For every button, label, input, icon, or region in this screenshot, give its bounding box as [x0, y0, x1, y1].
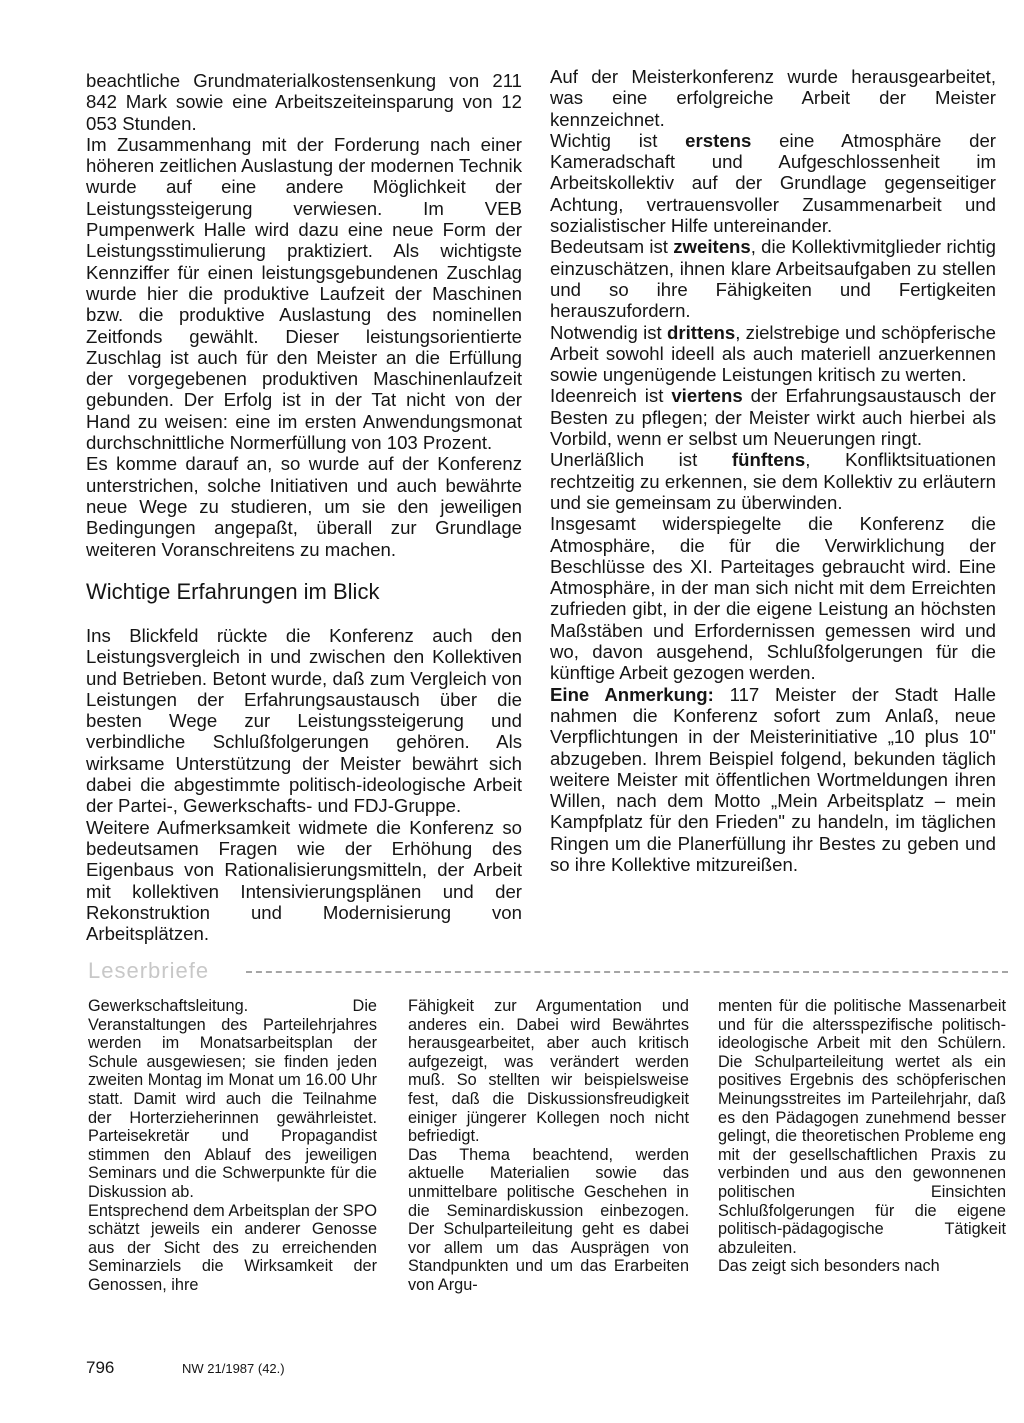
paragraph: Wichtig ist erstens eine Atmosphäre der Kameradschaft und Aufgeschlossenheit im Arbeitskollektiv auf der Grundlage gegenseitiger Achtung, vertrauensvoller Zusammenarbeit und sozialistischer Hilfe untereinander. [550, 129, 996, 237]
letters-column-3 [718, 997, 1006, 1276]
paragraph: Ideenreich ist viertens der Erfahrungsaustausch der Besten zu pflegen; der Meister wirkt auch hierbei als Vorbild, wenn er selbst um Neuerungen ringt. [550, 385, 996, 450]
paragraph: Insgesamt widerspiegelte die Konferenz die Atmosphäre, die für die Verwirklichung der Beschlüsse des XI. Parteitages gebraucht wird. Eine Atmosphäre, in der man sich nicht mit dem Erreichten zufrieden gibt, in der die eigene Leistung an höchsten Maßstäben und Erfordernissen gemessen wird und wo, davon ausgehend, Schlußfolgerungen für die künftige Arbeit gezogen werden. [550, 513, 996, 684]
section-divider [246, 971, 1008, 973]
page-number: 796 [86, 1358, 115, 1377]
paragraph: Im Zusammenhang mit der Forderung nach einer höheren zeitlichen Auslastung der modernen Technik wurde auf eine andere Möglichkeit der Leistungssteigerung verwiesen. Im VEB Pumpenwerk Halle wird dazu eine neue Form der Leistungsstimulierung praktiziert. Als wichtigste Kennziffer für einen leistungsgebundenen Zuschlag wurde hier die produktive Laufzeit der Maschinen bzw. die produktive Auslastung des nominellen Zeitfonds gewählt. Dieser leistungsorientierte Zuschlag ist auch für den Meister an die Erfüllung der vorgegebenen produktiven Maschinenlaufzeit gebunden. Der Erfolg ist in der Tat nicht von der Hand zu weisen: eine im ersten Anwendungsmonat durchschnittliche Normerfüllung von 103 Prozent. [86, 133, 522, 454]
paragraph: menten für die politische Massenarbeit und für die altersspezifische politisch-ideologische Arbeit mit den Schülern. Die Schulparteileitung wertet als ein positives Ergebnis des schöpferischen Meinungsstreites im Parteilehrjahr, daß es den Pädagogen zunehmend besser gelingt, die theoretischen Probleme eng mit der gesellschaftlichen Praxis zu verbinden und aus den gewonnenen politischen Einsichten Schlußfolgerungen für die eigene politisch-pädagogische Tätigkeit abzuleiten. [718, 997, 1006, 1257]
paragraph: Unerläßlich ist fünftens, Konfliktsituationen rechtzeitig zu erkennen, sie dem Kollektiv zu erläutern und sie gemeinsam zu überwinden. [550, 449, 996, 513]
paragraph: Das Thema beachtend, werden aktuelle Materialien sowie das unmittelbare politische Geschehen in die Seminardiskussion einbezogen. Der Schulparteileitung geht es dabei vor allem um das Ausprägen von Standpunkten und um das Erarbeiten von Argu- [408, 1145, 689, 1294]
paragraph: Ins Blickfeld rückte die Konferenz auch den Leistungsvergleich in und zwischen den Kollektiven und Betrieben. Betont wurde, daß zum Vergleich von Leistungen der Erfahrungsaustausch über die besten Wege zur Leistungssteigerung und verbindliche Schlußfolgerungen gehören. Als wirksame Unterstützung der Meister bewährt sich dabei die abgestimmte politisch-ideologische Arbeit der Partei-, Gewerkschafts- und FDJ-Gruppe. [86, 625, 522, 817]
section-label: Leserbriefe [88, 958, 210, 983]
paragraph: Es komme darauf an, so wurde auf der Konferenz unterstrichen, solche Initiativen und auch bewährte neue Wege zu studieren, um sie den jeweiligen Bedingungen angepaßt, überall zur Grundlage weiteren Voranschreitens zu machen. [86, 453, 522, 560]
right-column [550, 66, 996, 875]
paragraph: Bedeutsam ist zweitens, die Kollektivmitglieder richtig einzuschätzen, ihnen klare Arbeitsaufgaben zu stellen und so ihre Fähigkeiten und Fertigkeiten herauszufordern. [550, 236, 997, 322]
paragraph: Eine Anmerkung: 117 Meister der Stadt Halle nahmen die Konferenz sofort zum Anlaß, neue Verpflichtungen in der Meisterinitiative „10 plus 10" abzugeben. Ihrem Beispiel folgend, bekunden täglich weitere Meister mit öffentlichen Wortmeldungen ihren Willen, nach dem Motto „Mein Arbeitsplatz – mein Kampfplatz für den Frieden" zu handeln, im täglichen Ringen um die Planerfüllung ihr Bestes zu geben und so ihre Kollektive mitzureißen. [550, 683, 996, 875]
paragraph: Fähigkeit zur Argumentation und anderes ein. Dabei wird Bewährtes herausgearbeitet, aber auch kritisch aufgezeigt, was verändert werden muß. So stellten wir beispielsweise fest, daß die Diskussionsfreudigkeit einiger jüngerer Kollegen noch nicht befriedigt. [408, 997, 689, 1146]
section-heading: Wichtige Erfahrungen im Blick [86, 579, 380, 604]
letters-column-1 [88, 997, 377, 1295]
paragraph: Weitere Aufmerksamkeit widmete die Konferenz so bedeutsamen Fragen wie der Erhöhung des Eigenbaus von Rationalisierungsmitteln, der Arbeit mit kollektiven Intensivierungsplänen und der Rekonstruktion und Modernisierung von Arbeitsplätzen. [86, 816, 522, 945]
journal-reference: NW 21/1987 (42.) [182, 1361, 285, 1376]
paragraph: beachtliche Grundmaterialkostensenkung von 211 842 Mark sowie eine Arbeitszeiteinsparung von 12 053 Stunden. [86, 70, 522, 134]
paragraph: Gewerkschaftsleitung. Die Veranstaltungen des Parteilehrjahres werden im Monatsarbeitsplan der Schule ausgewiesen; sie finden jeden zweiten Montag im Monat um 16.00 Uhr statt. Damit wird auch die Teilnahme der Horterzieherinnen gewährleistet. Parteisekretär und Propagandist stimmen den Ablauf des jeweiligen Seminars und die Schwerpunkte für die Diskussion ab. [88, 997, 377, 1201]
letters-column-2 [408, 997, 689, 1295]
paragraph: Notwendig ist drittens, zielstrebige und schöpferische Arbeit sowohl ideell als auch materiell anzuerkennen sowie ungenügende Leistungen kritisch zu werten. [550, 321, 996, 386]
paragraph: Entsprechend dem Arbeitsplan der SPO schätzt jeweils ein anderer Genosse aus der Sicht des zu erreichenden Seminarziels die Wirksamkeit der Genossen, ihre [88, 1201, 377, 1294]
paragraph: Auf der Meisterkonferenz wurde herausgearbeitet, was eine erfolgreiche Arbeit der Meister kennzeichnet. [550, 66, 996, 130]
left-column-lower [86, 625, 522, 944]
paragraph: Das zeigt sich besonders nach [718, 1257, 940, 1276]
left-column [86, 70, 522, 560]
